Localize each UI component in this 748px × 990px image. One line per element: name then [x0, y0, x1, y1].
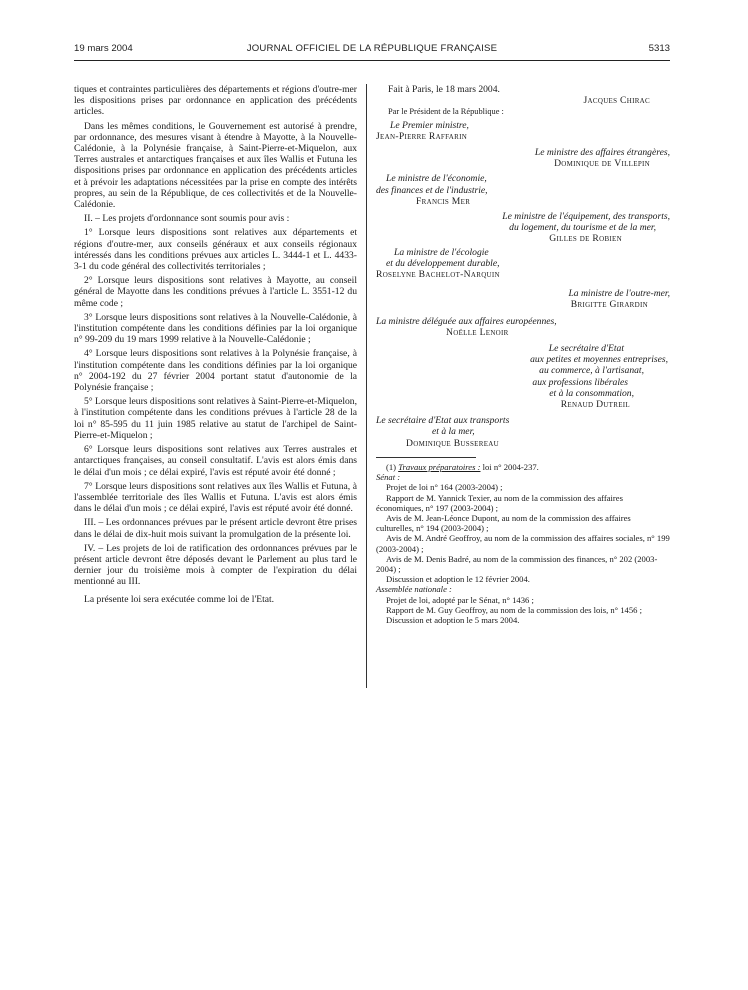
footnote-entry: Discussion et adoption le 5 mars 2004. [386, 614, 520, 625]
signatory-title: Le ministre des affaires étrangères, [534, 147, 670, 159]
footnote-entry: Rapport de M. Guy Geoffroy, au nom de la commission des lois, n° 1456 ; [386, 604, 642, 615]
header-divider [74, 60, 670, 61]
paragraph: 4° Lorsque leurs dispositions sont relatives à la Polynésie française, à l'institution compétente dans les conditions définies par la loi organique n° 2004-192 du 27 février 2004 portant statut d'autonomie de la Polynésie française ; [74, 348, 357, 394]
signatory-title: aux petites et moyennes entreprises, [530, 354, 668, 366]
footnote-entry: Avis de M. Jean-Léonce Dupont, au nom de la commission des affaires culturelles, n° 194 (2003-2004) ; [376, 512, 631, 534]
signatory-title: et à la mer, [432, 426, 475, 438]
signatory-title: aux professions libérales [532, 376, 628, 388]
signatory-name: Jean-Pierre Raffarin [376, 130, 468, 142]
left-column [74, 84, 357, 608]
paragraph: 5° Lorsque leurs dispositions sont relatives à Saint-Pierre-et-Miquelon, à l'institution compétente dans les conditions prévues à l'article 28 de la loi n° 85-595 du 11 juin 1985 relative au statut de l'archipel de Saint-Pierre-et-Miquelon ; [74, 396, 357, 441]
paragraph: 3° Lorsque leurs dispositions sont relatives à la Nouvelle-Calédonie, à l'institution compétente dans les conditions définies par la loi organique n° 99-209 du 19 mars 1999 relative à la Nouvelle-Calédonie ; [74, 311, 357, 346]
chamber-heading: Sénat : [376, 472, 401, 483]
signatory-title: du logement, du tourisme et de la mer, [509, 222, 656, 234]
signatory-title: Le Premier ministre, [390, 119, 469, 131]
signatory-title: Le ministre de l'économie, [386, 173, 487, 185]
chamber-heading: Assemblée nationale : [376, 584, 452, 595]
paragraph: 6° Lorsque leurs dispositions sont relatives aux Terres australes et antarctiques françaises, au conseil consultatif. L'avis est alors émis dans le délai d'un mois ; ce délai expiré, l'avis est réputé avoir été donné ; [74, 444, 357, 478]
page-header [74, 43, 670, 57]
footnote-law: loi n° 2004-237. [482, 461, 539, 472]
right-column [376, 84, 670, 625]
paragraph: 2° Lorsque leurs dispositions sont relatives à Mayotte, au conseil général de Mayotte dans les conditions prévues à l'article L. 3551-12 du même code ; [74, 275, 357, 309]
paragraph: IV. – Les projets de loi de ratification des ordonnances prévues par le présent article devront être déposés devant le Parlement au plus tard le dernier jour du troisième mois à compter de l'expiration du délai mentionné au III. [74, 542, 357, 588]
signatory-title: La ministre déléguée aux affaires européennes, [376, 315, 557, 327]
paragraph: II. – Les projets d'ordonnance sont soumis pour avis : [84, 213, 290, 225]
signatory-name: Noëlle Lenoir [446, 326, 509, 338]
footnote-entry: Discussion et adoption le 12 février 2004. [386, 574, 530, 585]
footnote-entry: Avis de M. André Geoffroy, au nom de la commission des affaires sociales, n° 199 (2003-2004) ; [376, 533, 670, 554]
footnote-number: (1) [386, 461, 397, 472]
paragraph: III. – Les ordonnances prévues par le présent article devront être prises dans le délai de dix-huit mois suivant la promulgation de la présente loi. [74, 517, 357, 540]
header-journal-title: JOURNAL OFFICIEL DE LA RÉPUBLIQUE FRANÇAISE [246, 43, 498, 54]
column-divider [366, 84, 367, 688]
signature-intro: Par le Président de la République : [388, 107, 504, 117]
footnote-entry: Projet de loi, adopté par le Sénat, n° 1436 ; [386, 594, 534, 605]
paragraph: tiques et contraintes particulières des départements et régions d'outre-mer les dispositions prises par ordonnance en application des précédents articles. [74, 84, 357, 118]
signatory-name: Roselyne Bachelot-Narquin [376, 269, 500, 281]
footnote-separator [376, 457, 476, 458]
signatory-name: Dominique de Villepin [554, 158, 650, 170]
footnote-heading [376, 462, 670, 472]
signatory-title: au commerce, à l'artisanat, [539, 365, 644, 377]
closing-sentence: La présente loi sera exécutée comme loi de l'Etat. [84, 593, 275, 605]
signatory-name: Jacques Chirac [583, 95, 650, 107]
header-date: 19 mars 2004 [74, 43, 133, 54]
signatory-title: Le secrétaire d'Etat aux transports [376, 415, 510, 427]
signatory-title: La ministre de l'outre-mer, [568, 288, 670, 300]
signatory-title: et du développement durable, [386, 257, 500, 269]
signatory-title: des finances et de l'industrie, [376, 184, 488, 196]
signatory-title: et à la consommation, [549, 387, 634, 399]
footnote-entry: Projet de loi n° 164 (2003-2004) ; [386, 482, 503, 493]
header-page-number: 5313 [648, 43, 670, 54]
signatory-name: Dominique Bussereau [406, 437, 499, 449]
signatory-title: Le secrétaire d'Etat [548, 343, 624, 355]
signatory-name: Francis Mer [416, 195, 471, 207]
footnote-entry: Avis de M. Denis Badré, au nom de la commission des finances, n° 202 (2003-2004) ; [376, 553, 658, 574]
signatory-title: Le ministre de l'équipement, des transports, [502, 211, 670, 223]
paragraph: 7° Lorsque leurs dispositions sont relatives aux îles Wallis et Futuna, à l'assemblée territoriale des îles Wallis et Futuna. L'avis est alors émis dans le délai d'un mois ; ce délai expiré, l'avis est réputé avoir été donné. [74, 480, 357, 515]
signatory-name: Gilles de Robien [549, 233, 622, 245]
signature-place-date: Fait à Paris, le 18 mars 2004. [388, 84, 500, 95]
footnote [376, 462, 670, 625]
signatory-title: La ministre de l'écologie [394, 246, 489, 258]
paragraph: Dans les mêmes conditions, le Gouvernement est autorisé à prendre, par ordonnance, des mesures visant à étendre à Mayotte, à la Nouvelle-Calédonie, à la Polynésie française, à Saint-Pierre-et-Miquelon, aux Terres australes et antarctiques françaises et aux îles Wallis et Futuna les dispositions prises par ordonnance en application des précédents articles et à prévoir les adaptations nécessitées par la prise en compte des intérêts propres, au sein de la République, de ces collectivités et de la Nouvelle-Calédonie. [74, 120, 357, 211]
footnote-entry: Rapport de M. Yannick Texier, au nom de la commission des affaires économiques, n° 197 (2003-2004) ; [376, 492, 623, 513]
paragraph: 1° Lorsque leurs dispositions sont relatives aux départements et régions d'outre-mer, aux conseils généraux et aux conseils régionaux intéressés dans les conditions prévues aux articles L. 3444-1 et L. 4433-3-1 du code général des collectivités territoriales ; [74, 227, 357, 273]
footnote-label: Travaux préparatoires : [398, 461, 481, 472]
signatory-name: Brigitte Girardin [570, 299, 648, 311]
signatory-name: Renaud Dutreil [560, 399, 630, 411]
